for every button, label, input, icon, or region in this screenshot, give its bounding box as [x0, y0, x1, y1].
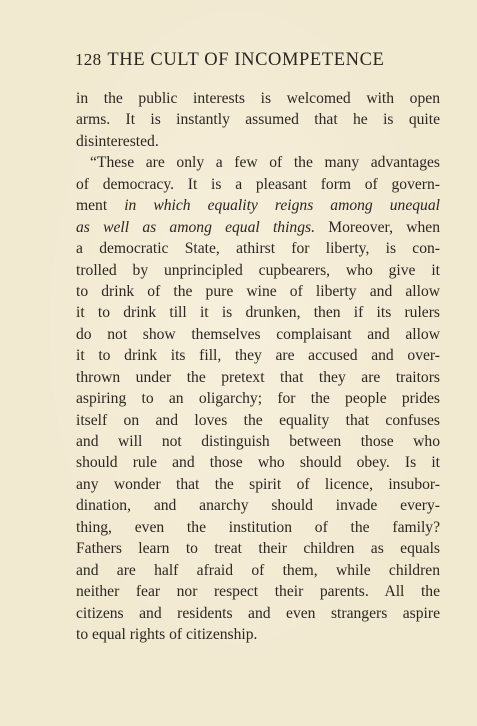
text-line [76, 260, 440, 281]
text-run: it to drink till it is drunken, then if its rulers [76, 304, 440, 322]
text-line [76, 603, 440, 624]
text-run: ment [76, 197, 125, 215]
text-line [76, 560, 440, 581]
text-line [76, 131, 440, 152]
text-line [76, 281, 440, 302]
italic-phrase: as well as among equal things. [76, 218, 315, 236]
text-run: should rule and those who should obey. Is it [76, 454, 440, 472]
text-line [76, 452, 440, 473]
text-line [76, 410, 440, 431]
text-line [76, 538, 440, 559]
text-line [76, 238, 440, 259]
text-run: trolled by unprincipled cupbearers, who give it [76, 261, 440, 279]
text-run: dination, and anarchy should invade every- [76, 497, 440, 515]
text-line [76, 388, 440, 409]
text-run: Fathers learn to treat their children as equals [76, 540, 440, 558]
text-line [76, 345, 440, 366]
text-run: thrown under the pretext that they are traitors [76, 368, 440, 386]
text-line [76, 431, 440, 452]
body-text [76, 88, 440, 645]
text-line [76, 174, 440, 195]
italic-phrase: in which equality reigns among unequal [124, 197, 440, 215]
running-header [75, 50, 445, 71]
text-line [76, 517, 440, 538]
text-run: arms. It is instantly assumed that he is quite [76, 111, 440, 129]
text-run: a democratic State, athirst for liberty, is con- [76, 240, 440, 258]
text-line [76, 88, 440, 109]
text-run: to drink of the pure wine of liberty and allow [76, 282, 440, 300]
text-line [76, 367, 440, 388]
text-line [76, 217, 440, 238]
text-run: and will not distinguish between those who [76, 433, 440, 450]
text-run: it to drink its fill, they are accused and over- [76, 347, 440, 365]
text-run: to equal rights of citizenship. [76, 625, 258, 643]
text-line [76, 195, 440, 216]
text-line [76, 324, 440, 345]
text-run: “These are only a few of the many advantages [90, 154, 440, 172]
text-run: Moreover, when [315, 218, 440, 236]
text-run: thing, even the institution of the family? [76, 518, 440, 536]
text-line [76, 152, 440, 173]
text-run: disinterested. [76, 132, 159, 150]
page-number: 128 [75, 50, 102, 69]
text-run: aspiring to an oligarchy; for the people prides [76, 390, 440, 408]
text-line [76, 495, 440, 516]
text-run: in the public interests is welcomed with open [76, 90, 440, 107]
running-title: THE CULT OF INCOMPETENCE [107, 50, 385, 70]
text-run: citizens and residents and even strangers aspire [76, 604, 440, 622]
text-run: do not show themselves complaisant and allow [76, 325, 440, 343]
text-line [76, 581, 440, 602]
text-run: of democracy. It is a pleasant form of govern- [76, 175, 440, 193]
text-run: any wonder that the spirit of licence, insubor- [76, 475, 440, 493]
text-line [76, 624, 440, 645]
text-line [76, 474, 440, 495]
text-line [76, 109, 440, 130]
text-line [76, 302, 440, 323]
text-run: neither fear nor respect their parents. All the [76, 583, 440, 601]
text-run: itself on and loves the equality that confuses [76, 411, 440, 429]
text-run: and are half afraid of them, while children [76, 561, 440, 579]
